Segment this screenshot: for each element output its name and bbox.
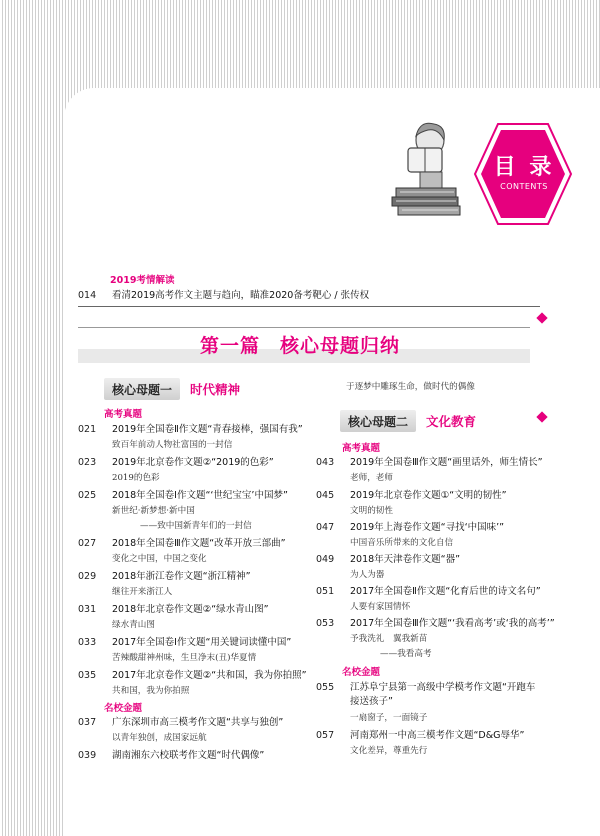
- entry-title: 2017年北京卷作文题②“共和国，我为你拍照”: [112, 670, 307, 681]
- section-mingxiao: 名校金题: [342, 667, 381, 678]
- entry-subtitle: 文明的韧性: [350, 506, 393, 516]
- page-number: 035: [78, 670, 97, 681]
- entry-subtitle: 于逐梦中雕琢生命，做时代的偶像: [346, 382, 475, 392]
- entry-subtitle: 绿水青山图: [112, 620, 155, 630]
- entry-title: 2019年全国卷Ⅲ作文题“画里话外，师生情长”: [350, 457, 543, 468]
- page-number: 045: [316, 490, 335, 501]
- topic-title: 文化教育: [426, 414, 477, 429]
- toc-entry[interactable]: [316, 617, 555, 630]
- toc-entry[interactable]: [316, 585, 541, 598]
- entry-subtitle: 苦辣酸甜神州味，生旦净末(丑)华夏情: [112, 653, 257, 663]
- page-number: 049: [316, 554, 335, 565]
- entry-subtitle: 致百年前动人物社富国的一封信: [112, 440, 233, 450]
- entry-subtitle: 为人为器: [350, 570, 385, 580]
- entry-title: 河南郑州一中高三模考作文题“D&G辱华”: [350, 730, 525, 741]
- toc-entry[interactable]: [78, 423, 303, 436]
- page-number: 025: [78, 490, 97, 501]
- entry-subtitle: ——致中国新青年们的一封信: [140, 521, 252, 531]
- entry-subtitle: 文化差异，尊重先行: [350, 746, 428, 756]
- entry-subtitle: 中国音乐所带来的文化自信: [350, 538, 454, 548]
- page-number: 033: [78, 637, 97, 648]
- toc-entry[interactable]: [78, 456, 274, 469]
- topic-header-one: [104, 378, 240, 400]
- entry-subtitle: 以青年独创，成国家远航: [112, 733, 207, 743]
- contents-title: 目 录: [493, 155, 555, 180]
- entry-title: 湖南湘东六校联考作文题“时代偶像”: [112, 750, 265, 761]
- entry-title: 2018年全国卷Ⅲ作文题“改革开放三部曲”: [112, 538, 286, 549]
- page-number: 043: [316, 457, 335, 468]
- entry-title: 2019年全国卷Ⅱ作文题“青春接棒，强国有我”: [112, 424, 303, 435]
- toc-entry[interactable]: [78, 603, 269, 616]
- page-number: 051: [316, 586, 335, 597]
- toc-entry[interactable]: [78, 636, 291, 649]
- entry-title: 2018年北京卷作文题②“绿水青山图”: [112, 604, 269, 615]
- entry-subtitle: 一扇窗子，一面镜子: [350, 713, 428, 723]
- page-number: 037: [78, 717, 97, 728]
- entry-subtitle: 继往开来浙江人: [112, 587, 173, 597]
- topic-title: 时代精神: [190, 382, 241, 397]
- entry-subtitle: 2019的色彩: [112, 473, 160, 483]
- section-mingxiao: 名校金题: [104, 703, 143, 714]
- topic-label: 核心母题二: [340, 410, 416, 432]
- entry-subtitle: ——我看高考: [380, 649, 432, 659]
- toc-entry[interactable]: [316, 729, 524, 742]
- toc-entry[interactable]: [78, 489, 288, 502]
- entry-subtitle: 予我洗礼 翼我新苗: [350, 634, 428, 644]
- page-number: 023: [78, 457, 97, 468]
- entry-title: 2017年全国卷Ⅲ作文题“‘我看高考’或‘我的高考’”: [350, 618, 555, 629]
- divider: [78, 327, 530, 328]
- page-number: 039: [78, 750, 97, 761]
- contents-subtitle: CONTENTS: [500, 182, 548, 191]
- intro-entry[interactable]: [78, 289, 369, 302]
- toc-entry[interactable]: [316, 489, 507, 502]
- divider: [78, 306, 540, 307]
- entry-title: 2018年天津卷作文题“器”: [350, 554, 461, 565]
- entry-subtitle: 人要有家国情怀: [350, 602, 411, 612]
- topic-label: 核心母题一: [104, 378, 180, 400]
- page-number: 055: [316, 682, 335, 693]
- entry-title: 2019年上海卷作文题“寻找‘中国味’”: [350, 522, 505, 533]
- entry-subtitle: 变化之中国，中国之变化: [112, 554, 207, 564]
- entry-title: 2017年全国卷Ⅰ作文题“用关键词读懂中国”: [112, 637, 292, 648]
- page-number: 021: [78, 424, 97, 435]
- entry-title: 看清2019高考作文主题与趋向，瞄准2020备考靶心 / 张传权: [112, 290, 370, 301]
- reading-child-illustration: [390, 118, 480, 218]
- page-number: 031: [78, 604, 97, 615]
- entry-title: 2019年北京卷作文题①“文明的韧性”: [350, 490, 507, 501]
- page-number: 029: [78, 571, 97, 582]
- entry-title: 广东深圳市高三模考作文题“共享与独创”: [112, 717, 284, 728]
- entry-title-continued: 接送孩子”: [350, 696, 393, 707]
- toc-entry[interactable]: [316, 553, 460, 566]
- entry-title: 江苏阜宁县第一高级中学模考作文题“开跑车: [350, 682, 536, 693]
- toc-entry[interactable]: [78, 749, 264, 762]
- toc-entry[interactable]: [78, 669, 307, 682]
- topic-header-two: [340, 410, 476, 432]
- page-number: 053: [316, 618, 335, 629]
- toc-entry[interactable]: [78, 716, 283, 729]
- section-gaokao: 高考真题: [342, 443, 381, 454]
- entry-subtitle: 老师，老师: [350, 473, 393, 483]
- page-number: 014: [78, 290, 97, 301]
- page-number: 057: [316, 730, 335, 741]
- entry-subtitle: 新世纪·新梦想·新中国: [112, 506, 195, 516]
- toc-entry[interactable]: [316, 521, 504, 534]
- entry-title: 2017年全国卷Ⅱ作文题“化育后世的诗文名句”: [350, 586, 541, 597]
- entry-title: 2018年浙江卷作文题“浙江精神”: [112, 571, 251, 582]
- section-gaokao: 高考真题: [104, 409, 143, 420]
- page-number: 027: [78, 538, 97, 549]
- toc-entry[interactable]: [78, 570, 251, 583]
- entry-title: 2018年全国卷Ⅰ作文题“‘世纪宝宝’中国梦”: [112, 490, 288, 501]
- entry-subtitle: 共和国，我为你拍照: [112, 686, 190, 696]
- intro-heading: 2019考情解读: [110, 275, 175, 286]
- entry-title: 2019年北京卷作文题②“2019的色彩”: [112, 457, 274, 468]
- page-number: 047: [316, 522, 335, 533]
- toc-entry[interactable]: [78, 537, 286, 550]
- part-title: 第一篇 核心母题归纳: [200, 335, 401, 357]
- toc-entry[interactable]: [316, 456, 543, 469]
- toc-entry[interactable]: [316, 681, 535, 694]
